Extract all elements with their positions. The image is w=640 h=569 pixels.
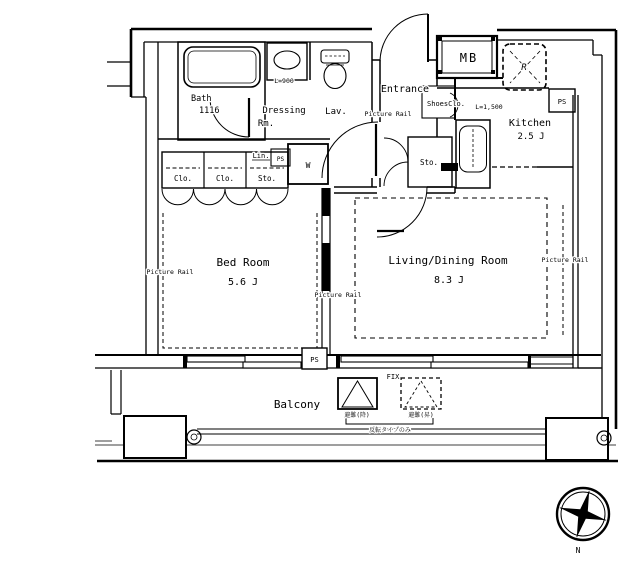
- living-window-sash: [431, 362, 528, 368]
- shoes-closet-label: ShoesClo.: [427, 100, 465, 108]
- text-labels: [147, 51, 589, 555]
- picture-rail-label: Picture Rail: [541, 256, 589, 264]
- bedroom-size: 5.6 J: [227, 277, 259, 288]
- fix-window-label: FIX: [386, 373, 400, 381]
- refrigerator-label: R: [521, 63, 527, 73]
- linen-ps-label: PS: [276, 156, 285, 163]
- evacuation-hatch-dashed: [401, 378, 441, 409]
- balcony-label: Balcony: [273, 398, 321, 411]
- fix-window: [531, 357, 573, 364]
- picture-rail-label: Picture Rail: [314, 291, 362, 299]
- balcony-pillar: [124, 416, 186, 458]
- bathtub: [184, 47, 260, 87]
- compass: [557, 488, 609, 540]
- kitchen-label: Kitchen: [508, 118, 552, 129]
- bedroom-window-sash: [187, 356, 245, 362]
- kitchen-counter: [456, 120, 490, 188]
- exterior-walls: [95, 29, 618, 461]
- vanity-sink: [274, 51, 300, 69]
- windows: [183, 348, 573, 369]
- linen-label: Lin.: [252, 152, 270, 160]
- meter-box-label: MB: [459, 51, 479, 65]
- toilet: [321, 50, 349, 89]
- balcony-pillar: [546, 418, 608, 460]
- dressing-label: Dressing: [262, 106, 306, 116]
- dressing-label-2: Rm.: [257, 119, 275, 129]
- closet-label: Clo.: [215, 174, 235, 183]
- hatch-down-label: 避難(降): [344, 412, 370, 419]
- lavatory-label: Lav.: [325, 107, 347, 117]
- bedroom-window-sash: [243, 362, 301, 368]
- picture-rail-label: Picture Rail: [364, 110, 412, 118]
- drain-cap: [187, 430, 201, 444]
- hatch-type-note: 反転タイプのみ: [369, 427, 411, 434]
- living-label: Living/Dining Room: [388, 254, 508, 267]
- entry-door: [380, 14, 428, 62]
- kitchen-ps-label: PS: [557, 98, 567, 106]
- hatch-up-label: 避難(昇): [408, 412, 434, 419]
- living-door: [377, 187, 427, 237]
- bathtub-inner: [188, 51, 256, 83]
- living-size: 8.3 J: [433, 275, 465, 286]
- bath-size: 1116: [199, 106, 220, 116]
- closet-storage-label: Sto.: [257, 174, 277, 183]
- living-window-sash: [341, 356, 433, 362]
- bottom-ps-label: PS: [310, 356, 319, 364]
- storage-double-doors: [384, 138, 408, 186]
- evacuation-hatch-solid: [338, 378, 377, 409]
- lavatory-door: [322, 122, 378, 178]
- closet-label: Clo.: [173, 174, 193, 183]
- compass-north-label: N: [575, 546, 581, 555]
- bedroom-label: Bed Room: [216, 256, 270, 269]
- kitchen-size: 2.5 J: [517, 132, 545, 142]
- vanity-counter: [267, 43, 307, 80]
- entrance-label: Entrance: [380, 84, 430, 95]
- picture-rail-label: Picture Rail: [146, 268, 194, 276]
- washer-symbol: W: [305, 161, 311, 170]
- bath-door: [210, 98, 249, 137]
- picture-rail-lines: [163, 198, 563, 348]
- entrance-storage-label: Sto.: [419, 158, 439, 167]
- bath-label: Bath: [191, 94, 212, 104]
- vanity-width-label: L=900: [274, 77, 294, 85]
- counter-width-label: L=1,500: [475, 103, 503, 111]
- closet-bifold-doors: [162, 189, 288, 205]
